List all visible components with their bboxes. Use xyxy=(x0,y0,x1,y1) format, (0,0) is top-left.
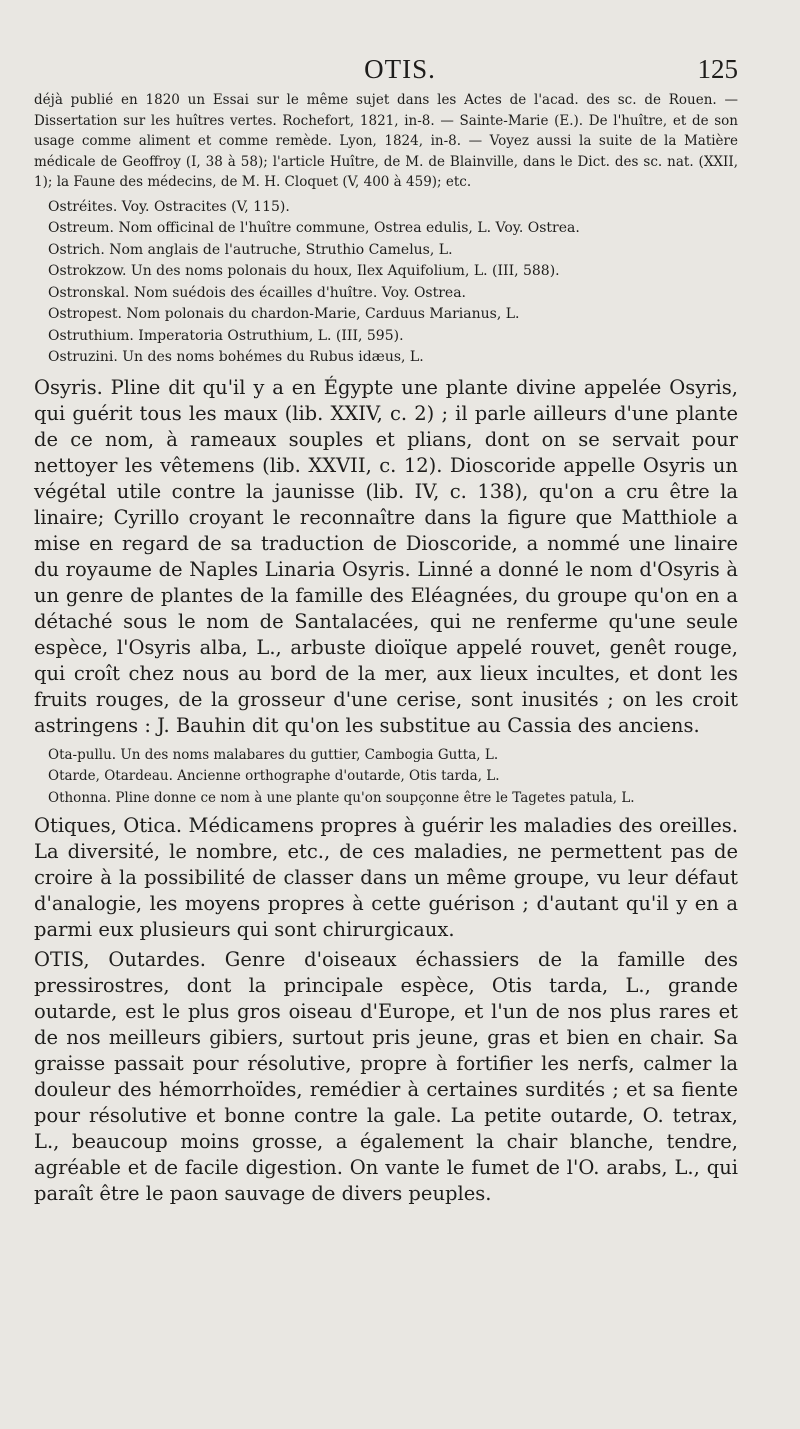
entry-ostruthium: Ostruthium. Imperatoria Ostruthium, L. (III, 595). xyxy=(48,327,404,344)
entry-ota-pullu: Ota-pullu. Un des noms malabares du guttier, Cambogia Gutta, L. xyxy=(48,746,499,763)
entry-ostrich: Ostrich. Nom anglais de l'autruche, Struthio Camelus, L. xyxy=(48,241,453,258)
otis-paragraph: OTIS, Outardes. Genre d'oiseaux échassiers de la famille des pressirostres, dont la principale espèce, Otis tarda, L., grande outarde, est le plus gros oiseau d'Europe, et l'un de nos plus rares et de nos meilleurs gibiers, surtout pris jeune, gras et bien en chair. Sa graisse passait pour résolutive, propre à fortifier les nerfs, calmer la douleur des hémorrhoïdes, remédier à certaines surdités ; et sa fiente pour résolutive et bonne contre la gale. La petite outarde, O. tetrax, L., beaucoup moins grosse, a également la chair blanche, tendre, agréable et de facile digestion. On vante le fumet de l'O. arabs, L., qui paraît être le paon sauvage de divers peuples. xyxy=(34,948,738,1205)
entry-ostronskal: Ostronskal. Nom suédois des écailles d'huître. Voy. Ostrea. xyxy=(48,284,467,301)
page-body xyxy=(34,90,738,1207)
page-header xyxy=(0,50,800,90)
entry-ostreum: Ostreum. Nom officinal de l'huître commune, Ostrea edulis, L. Voy. Ostrea. xyxy=(48,220,580,236)
entry-ostruzini: Ostruzini. Un des noms bohémes du Rubus idæus, L. xyxy=(48,349,424,365)
intro-paragraph: déjà publié en 1820 un Essai sur le même sujet dans les Actes de l'acad. des sc. de Rouen. — Dissertation sur les huîtres vertes. Rochefort, 1821, in-8. — Sainte-Marie (E.). De l'huître, et de son usage comme aliment et comme remède. Lyon, 1824, in-8. — Voyez aussi la suite de la Matière médicale de Geoffroy (I, 38 à 58); l'article Huître, de M. de Blainville, dans le Dict. des sc. nat. (XXII, 1); la Faune des médecins, de M. H. Cloquet (V, 400 à 459); etc. xyxy=(34,92,738,190)
entry-otarde: Otarde, Otardeau. Ancienne orthographe d'outarde, Otis tarda, L. xyxy=(48,768,500,784)
entry-ostropest: Ostropest. Nom polonais du chardon-Marie, Carduus Marianus, L. xyxy=(48,306,520,322)
entry-othonna: Othonna. Pline donne ce nom à une plante qu'on soupçonne être le Tagetes patula, L. xyxy=(48,789,635,806)
page-number: 125 xyxy=(697,54,738,84)
otiques-paragraph: Otiques, Otica. Médicamens propres à guérir les maladies des oreilles. La diversité, le nombre, etc., de ces maladies, ne permettent pas de croire à la possibilité de classer dans un même groupe, vu leur défaut d'analogie, les moyens propres à cette guérison ; d'autant qu'il y en a parmi eux plusieurs qui sont chirurgicaux. xyxy=(34,814,738,941)
entry-ostrokzow: Ostrokzow. Un des noms polonais du houx, Ilex Aquifolium, L. (III, 588). xyxy=(48,263,560,279)
running-title: OTIS. xyxy=(364,54,436,84)
osyris-paragraph: Osyris. Pline dit qu'il y a en Égypte une plante divine appelée Osyris, qui guérit tous les maux (lib. XXIV, c. 2) ; il parle ailleurs d'une plante de ce nom, à rameaux souples et plians, dont on se servait pour nettoyer les vêtemens (lib. XXVII, c. 12). Dioscoride appelle Osyris un végétal utile contre la jaunisse (lib. IV, c. 138), qu'on a cru être la linaire; Cyrillo croyant le reconnaître dans la figure que Matthiole a mise en regard de sa traduction de Dioscoride, a nommé une linaire du royaume de Naples Linaria Osyris. Linné a donné le nom d'Osyris à un genre de plantes de la famille des Eléagnées, du groupe qu'on en a détaché sous le nom de Santalacées, qui ne renferme qu'une seule espèce, l'Osyris alba, L., arbuste dioïque appelé rouvet, genêt rouge, qui croît chez nous au bord de la mer, aux lieux incultes, et dont les fruits rouges, de la grosseur d'une cerise, sont inusités ; on les croit astringens : J. Bauhin dit qu'on les substitue au Cassia des anciens. xyxy=(34,375,738,737)
entry-ostreites: Ostréites. Voy. Ostracites (V, 115). xyxy=(48,198,290,215)
